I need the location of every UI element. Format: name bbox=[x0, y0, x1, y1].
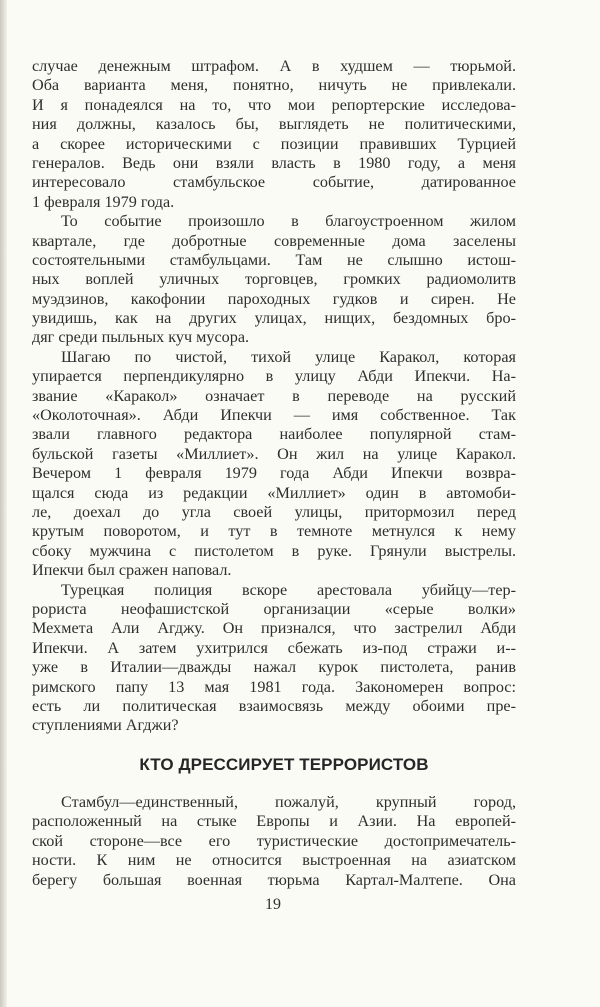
text-line: состоятельными стамбульцами. Там не слышно истош- bbox=[32, 250, 516, 269]
text-line: «Околоточная». Абди Ипекчи — имя собственное. Так bbox=[32, 406, 516, 425]
text-line: случае денежным штрафом. А в худшем — тюрьмой. bbox=[32, 57, 516, 75]
text-line: берегу большая военная тюрьма Картал-Малтепе. Она bbox=[32, 870, 516, 889]
text-line: уже в Италии—дважды нажал курок пистолета, ранив bbox=[32, 658, 516, 677]
text-line: ле, доехал до угла своей улицы, притормозил перед bbox=[32, 502, 516, 521]
text-line: римского папу 13 мая 1981 года. Закономерен вопрос: bbox=[32, 677, 516, 696]
text-line: ния должны, казалось бы, выглядеть не политическими, bbox=[32, 115, 516, 134]
text-line: ности. К ним не относится выстроенная на азиатском bbox=[32, 851, 516, 870]
text-line: генералов. Ведь они взяли власть в 1980 году, а меня bbox=[32, 153, 516, 172]
text-line: квартале, где добротные современные дома заселены bbox=[32, 231, 516, 250]
paragraph bbox=[32, 793, 516, 890]
text-line: звали главного редактора наиболее популярной стам- bbox=[32, 425, 516, 444]
text-line: а скорее историческими с позиции правивших Турцией bbox=[32, 134, 516, 153]
paragraph bbox=[32, 581, 516, 736]
text-line: 1 февраля 1979 года. bbox=[32, 192, 175, 211]
text-line: ных воплей уличных торговцев, громких радиомолитв bbox=[32, 270, 516, 289]
text-line: муэдзинов, какофонии пароходных гудков и сирен. Не bbox=[32, 289, 516, 308]
text-line: рориста неофашистской организации «серые волки» bbox=[32, 599, 516, 618]
text-line: ступлениями Агджи? bbox=[32, 716, 179, 735]
paragraph bbox=[32, 212, 516, 348]
text-line: есть ли политическая взаимосвязь между обоими пре- bbox=[32, 696, 516, 715]
text-line: Оба варианта меня, понятно, ничуть не привлекали. bbox=[32, 76, 516, 95]
text-line: Мехмета Али Агджу. Он признался, что застрелил Абди bbox=[32, 619, 516, 638]
text-line: звание «Каракол» означает в переводе на русский bbox=[32, 386, 516, 405]
text-line: Вечером 1 февраля 1979 года Абди Ипекчи возвра- bbox=[32, 464, 516, 483]
text-line: бульской газеты «Миллиет». Он жил на улице Каракол. bbox=[32, 444, 516, 463]
text-line: Турецкая полиция вскоре арестовала убийцу—тер- bbox=[61, 580, 516, 599]
text-line: щался сюда из редакции «Миллиет» один в автомоби- bbox=[32, 483, 516, 502]
body-text-top bbox=[32, 57, 516, 736]
text-line: И я понадеялся на то, что мои репортерские исследова- bbox=[32, 95, 516, 114]
text-line: Шагаю по чистой, тихой улице Каракол, которая bbox=[61, 347, 516, 366]
text-line: интересовало стамбульское событие, датированное bbox=[32, 173, 516, 192]
text-line: ской стороне—все его туристические достопримечатель- bbox=[32, 831, 516, 850]
text-line: крутым поворотом, и тут в темноте метнулся к нему bbox=[32, 522, 516, 541]
text-line: То событие произошло в благоустроенном жилом bbox=[61, 212, 516, 231]
text-line: упирается перпендикулярно в улицу Абди Ипекчи. На- bbox=[32, 367, 516, 386]
body-text-bottom bbox=[32, 793, 516, 890]
text-line: сбоку мужчина с пистолетом в руке. Грянули выстрелы. bbox=[32, 541, 516, 560]
text-line: дяг среди пыльных куч мусора. bbox=[32, 328, 250, 347]
paragraph bbox=[32, 348, 516, 581]
text-line: Ипекчи. А затем ухитрился сбежать из-под стражи и-- bbox=[32, 638, 516, 657]
text-line: увидишь, как на других улицах, нищих, бездомных бро- bbox=[32, 309, 516, 328]
page-edge-shadow bbox=[0, 0, 7, 1007]
text-line: расположенный на стыке Европы и Азии. На европей- bbox=[32, 812, 516, 831]
paragraph bbox=[32, 57, 516, 212]
section-heading: КТО ДРЕССИРУЕТ ТЕРРОРИСТОВ bbox=[139, 755, 429, 774]
page-number: 19 bbox=[265, 896, 281, 913]
text-line: Стамбул—единственный, пожалуй, крупный город, bbox=[61, 793, 516, 811]
text-line: Ипекчи был сражен наповал. bbox=[32, 561, 232, 580]
